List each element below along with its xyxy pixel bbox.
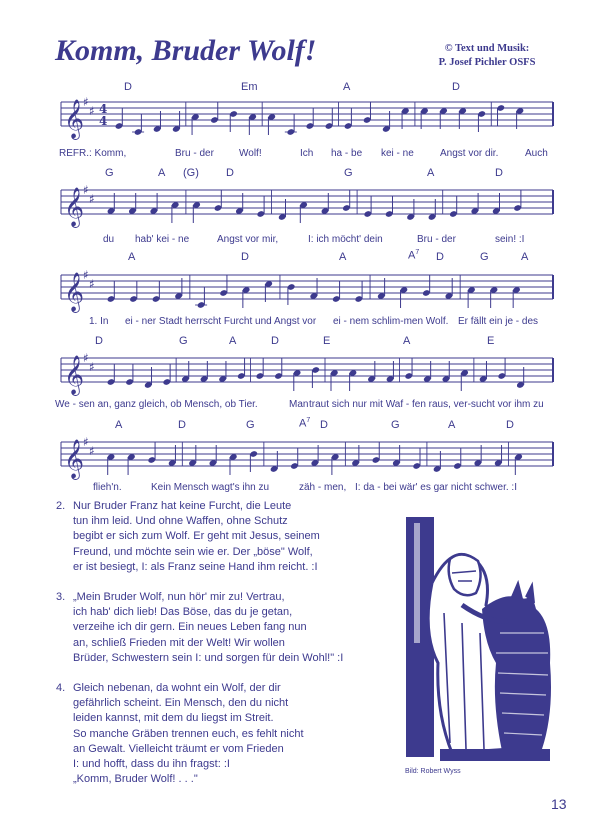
verse-line: I: und hofft, dass du ihn fragst: :I [73,758,230,771]
verse-line: an, schließ Frieden mit der Welt! Wir wollen [73,636,285,649]
lyric: We - sen an, ganz gleich, ob Mensch, ob Tier. [55,399,258,410]
sharp-sign: ♯ [89,104,95,118]
verse-4 [56,681,386,787]
verse-line: tun ihm leid. Und ohne Waffen, ohne Schutz [73,515,288,528]
verse-line: Freund, und möchte sein wie er. Der „böse" Wolf, [73,545,313,558]
page-number: 13 [551,796,567,812]
lyric: Wolf! [239,148,262,159]
time-signature-bottom: 4 [99,114,108,128]
lyric: flieh'n. [93,482,122,493]
chord: A [229,335,237,347]
chord: D [178,419,186,431]
chord: A [339,251,347,263]
chord: D [271,335,279,347]
chord: D [226,167,234,179]
lyric: Er fällt ein je - des [458,316,539,327]
sharp-sign: ♯ [83,268,89,282]
lyric: Ich [300,148,314,159]
chord: Em [241,81,258,93]
chord: G [246,419,255,431]
treble-clef: 𝄞 [64,99,85,139]
verse-number: 2. [56,500,66,512]
sharp-sign: ♯ [83,351,89,365]
time-signature-top: 4 [99,102,108,116]
lyric: Angst vor mir, [217,234,279,245]
verse-line: Gleich nebenan, da wohnt ein Wolf, der dir [73,682,281,694]
lyric: 1. In [89,316,109,327]
chord: A [158,167,166,179]
picture-caption: Bild: Robert Wyss [405,768,461,775]
verse-line: „Komm, Bruder Wolf! . . ." [73,773,198,786]
treble-clef: 𝄞 [64,187,85,227]
verse-line: Brüder, Schwestern sein I: und sorgen für dein Wohl!" :I [73,651,344,664]
lyric: kei - ne [381,148,414,159]
lyric: hab' kei - ne [135,234,190,245]
verse-2 [56,499,386,575]
verse-line: ich hab' dich lieb! Das Böse, das du je getan, [73,606,293,619]
verse-line: er ist besiegt, I: als Franz seine Hand ihm reicht. :I [73,560,318,573]
chord: G [344,167,353,179]
lyric: ei - nem schlim-men Wolf. [333,316,449,327]
lyric: Bru - der [175,148,214,159]
music-system-2 [55,164,555,246]
chord: A [403,335,411,347]
chord: D [124,81,132,93]
chord: D [436,251,444,263]
chord: D [320,419,328,431]
lyric: Man [289,399,309,410]
francis-and-wolf-illustration [392,513,562,765]
lyric: traut sich nur mit Waf - fen raus, ver-sucht vor ihm zu [309,399,544,410]
music-system-1 [55,76,555,158]
chord: A [448,419,456,431]
chord: (G) [183,167,199,179]
verse-line: an Gewalt. Vielleicht träumt er vom Frieden [73,742,284,755]
chord: $A^7$ [299,417,311,430]
chord: D [95,335,103,347]
lyric: ei - ner Stadt herrscht Furcht und Angst vor [125,316,317,327]
chord: D [241,251,249,263]
treble-clef: 𝄞 [64,439,85,479]
chord: G [391,419,400,431]
treble-clef: 𝄞 [64,355,85,395]
chord: D [452,81,460,93]
chord: G [105,167,114,179]
chord: G [179,335,188,347]
lyric: ha - be [331,148,363,159]
staff-2 [55,164,555,246]
chord: $A^7$ [408,249,420,262]
chord: G [480,251,489,263]
music-system-3 [55,249,555,331]
chord: A [521,251,529,263]
lyric: I: ich möcht' dein [308,234,383,245]
chord: D [506,419,514,431]
verse-line: leiden kannst, mit dem du liegst im Streit. [73,712,274,725]
chord: D [495,167,503,179]
sharp-sign: ♯ [83,183,89,197]
sharp-sign: ♯ [89,192,95,206]
sharp-sign: ♯ [89,360,95,374]
treble-clef: 𝄞 [64,272,85,312]
chord: A [128,251,136,263]
music-system-5 [55,416,555,498]
music-system-4 [55,332,555,414]
chord: A [343,81,351,93]
lyric: Auch [525,148,548,159]
lyric: zäh - men, [299,482,347,493]
verse-number: 3. [56,591,66,603]
copyright-credit [412,42,562,70]
lyric: I: da - bei wär' es gar nicht schwer. :I [355,482,517,493]
credit-line-2: P. Josef Pichler OSFS [438,57,536,68]
lyric: sein! :I [495,234,525,245]
sharp-sign: ♯ [89,277,95,291]
lyric: Kein Mensch wagt's ihn zu [151,482,270,493]
lyric: Angst vor dir. [440,148,499,159]
verse-line: gefährlich scheint. Ein Mensch, den du nicht [73,697,289,710]
chord: E [323,335,331,347]
lyric: REFR.: Komm, [59,148,127,159]
verse-line: So manche Gräben trennen euch, es fehlt nicht [73,727,304,740]
sharp-sign: ♯ [89,444,95,458]
lyric: du [103,234,115,245]
chord: A [115,419,123,431]
verse-line: begibt er sich zum Wolf. Er geht mit Jesus, seinem [73,530,320,543]
verse-line: verzeihe ich dir gern. Ein neues Leben fang nun [73,621,307,634]
verse-3 [56,590,386,666]
chord: A [427,167,435,179]
chord: E [487,335,495,347]
sharp-sign: ♯ [83,435,89,449]
verse-line: Nur Bruder Franz hat keine Furcht, die Leute [73,500,292,512]
credit-line-1: © Text und Musik: [444,43,530,54]
lyric: Bru - der [417,234,456,245]
sharp-sign: ♯ [83,95,89,109]
verse-number: 4. [56,682,66,694]
verse-line: „Mein Bruder Wolf, nun hör' mir zu! Vertrau, [73,591,285,603]
song-title: Komm, Bruder Wolf! [55,34,317,67]
